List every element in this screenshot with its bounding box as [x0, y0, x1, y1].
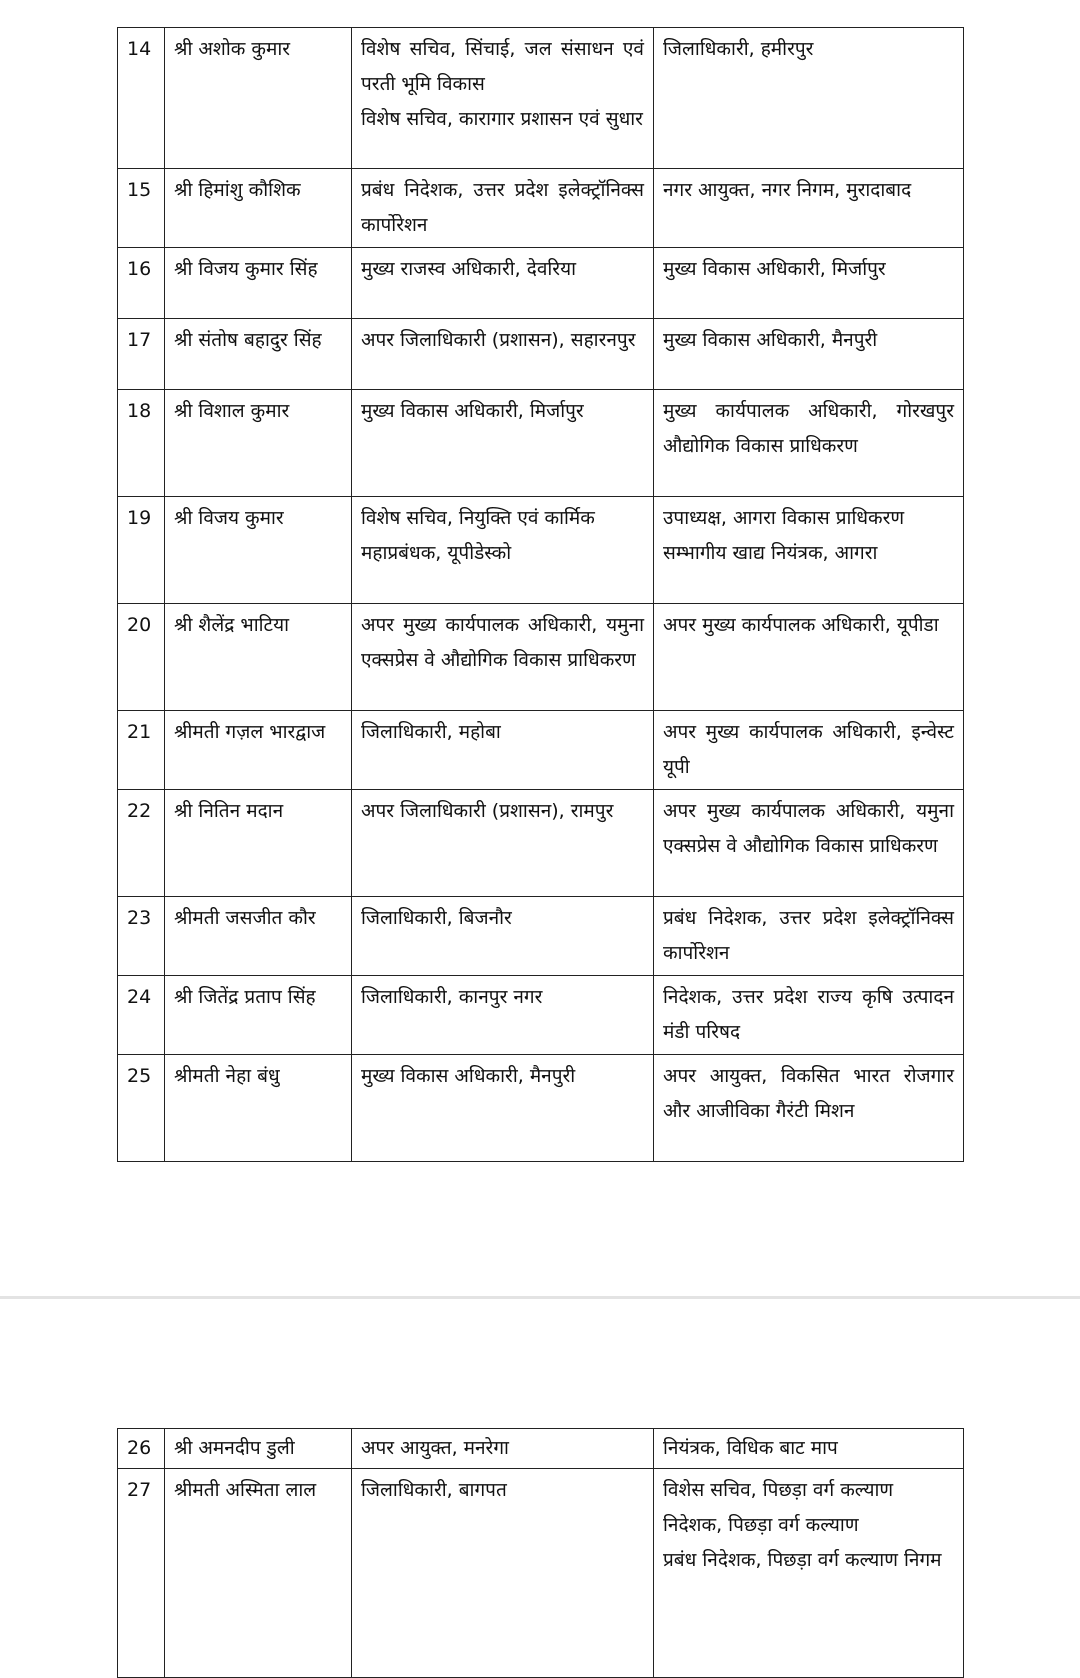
serial-number-cell: 24: [118, 976, 165, 1055]
serial-number-cell: 25: [118, 1055, 165, 1162]
new-post-cell: अपर मुख्य कार्यपालक अधिकारी, यूपीडा: [654, 604, 964, 711]
new-post-cell: नगर आयुक्त, नगर निगम, मुरादाबाद: [654, 169, 964, 248]
table-row: [118, 711, 964, 790]
current-post-cell: प्रबंध निदेशक, उत्तर प्रदेश इलेक्ट्रॉनिक्स कार्पोरेशन: [352, 169, 654, 248]
serial-number-cell: 20: [118, 604, 165, 711]
serial-number-cell: 16: [118, 248, 165, 319]
serial-number-cell: 19: [118, 497, 165, 604]
new-post-cell: अपर मुख्य कार्यपालक अधिकारी, यमुना एक्सप्रेस वे औद्योगिक विकास प्राधिकरण: [654, 790, 964, 897]
new-post-cell: अपर मुख्य कार्यपालक अधिकारी, इन्वेस्ट यूपी: [654, 711, 964, 790]
table-row: [118, 604, 964, 711]
officer-name-cell: श्री अमनदीप डुली: [165, 1429, 352, 1469]
officer-name-cell: श्री अशोक कुमार: [165, 28, 352, 169]
new-post-cell: नियंत्रक, विधिक बाट माप: [654, 1429, 964, 1469]
current-post-cell: मुख्य विकास अधिकारी, मिर्जापुर: [352, 390, 654, 497]
new-post-cell: मुख्य विकास अधिकारी, मिर्जापुर: [654, 248, 964, 319]
document-page-2: [0, 1298, 1080, 1640]
serial-number-cell: 14: [118, 28, 165, 169]
current-post-cell: जिलाधिकारी, कानपुर नगर: [352, 976, 654, 1055]
current-post-cell: मुख्य राजस्व अधिकारी, देवरिया: [352, 248, 654, 319]
serial-number-cell: 18: [118, 390, 165, 497]
serial-number-cell: 15: [118, 169, 165, 248]
new-post-cell: उपाध्यक्ष, आगरा विकास प्राधिकरण सम्भागीय खाद्य नियंत्रक, आगरा: [654, 497, 964, 604]
serial-number-cell: 17: [118, 319, 165, 390]
table-row: [118, 1429, 964, 1469]
table-row: [118, 28, 964, 169]
officer-name-cell: श्रीमती जसजीत कौर: [165, 897, 352, 976]
new-post-cell: प्रबंध निदेशक, उत्तर प्रदेश इलेक्ट्रॉनिक्स कार्पोरेशन: [654, 897, 964, 976]
new-post-cell: अपर आयुक्त, विकसित भारत रोजगार और आजीविका गैरंटी मिशन: [654, 1055, 964, 1162]
serial-number-cell: 27: [118, 1469, 165, 1678]
new-post-cell: मुख्य कार्यपालक अधिकारी, गोरखपुर औद्योगिक विकास प्राधिकरण: [654, 390, 964, 497]
table-row: [118, 976, 964, 1055]
officer-name-cell: श्री हिमांशु कौशिक: [165, 169, 352, 248]
current-post-cell: जिलाधिकारी, बिजनौर: [352, 897, 654, 976]
officer-name-cell: श्रीमती नेहा बंधु: [165, 1055, 352, 1162]
table-row: [118, 897, 964, 976]
officer-name-cell: श्री शैलेंद्र भाटिया: [165, 604, 352, 711]
current-post-cell: मुख्य विकास अधिकारी, मैनपुरी: [352, 1055, 654, 1162]
table-row: [118, 248, 964, 319]
current-post-cell: अपर जिलाधिकारी (प्रशासन), रामपुर: [352, 790, 654, 897]
current-post-cell: जिलाधिकारी, बागपत: [352, 1469, 654, 1678]
table-row: [118, 790, 964, 897]
new-post-cell: जिलाधिकारी, हमीरपुर: [654, 28, 964, 169]
officer-name-cell: श्री जितेंद्र प्रताप सिंह: [165, 976, 352, 1055]
table-row: [118, 1469, 964, 1678]
serial-number-cell: 22: [118, 790, 165, 897]
transfer-table-page-1: [117, 27, 964, 1162]
serial-number-cell: 26: [118, 1429, 165, 1469]
officer-name-cell: श्री विजय कुमार सिंह: [165, 248, 352, 319]
officer-name-cell: श्रीमती अस्मिता लाल: [165, 1469, 352, 1678]
current-post-cell: विशेष सचिव, नियुक्ति एवं कार्मिक महाप्रबंधक, यूपीडेस्को: [352, 497, 654, 604]
officer-name-cell: श्री विशाल कुमार: [165, 390, 352, 497]
current-post-cell: अपर जिलाधिकारी (प्रशासन), सहारनपुर: [352, 319, 654, 390]
transfer-table-page-2: [117, 1428, 964, 1678]
officer-name-cell: श्री संतोष बहादुर सिंह: [165, 319, 352, 390]
new-post-cell: मुख्य विकास अधिकारी, मैनपुरी: [654, 319, 964, 390]
table-row: [118, 390, 964, 497]
new-post-cell: विशेस सचिव, पिछड़ा वर्ग कल्याण निदेशक, पिछड़ा वर्ग कल्याण प्रबंध निदेशक, पिछड़ा वर्ग कल्याण निगम: [654, 1469, 964, 1678]
current-post-cell: जिलाधिकारी, महोबा: [352, 711, 654, 790]
officer-name-cell: श्री नितिन मदान: [165, 790, 352, 897]
new-post-cell: निदेशक, उत्तर प्रदेश राज्य कृषि उत्पादन मंडी परिषद: [654, 976, 964, 1055]
current-post-cell: विशेष सचिव, सिंचाई, जल संसाधन एवं परती भूमि विकास विशेष सचिव, कारागार प्रशासन एवं सुधार: [352, 28, 654, 169]
table-row: [118, 1055, 964, 1162]
officer-name-cell: श्री विजय कुमार: [165, 497, 352, 604]
serial-number-cell: 21: [118, 711, 165, 790]
table-row: [118, 319, 964, 390]
table-row: [118, 169, 964, 248]
current-post-cell: अपर आयुक्त, मनरेगा: [352, 1429, 654, 1469]
serial-number-cell: 23: [118, 897, 165, 976]
current-post-cell: अपर मुख्य कार्यपालक अधिकारी, यमुना एक्सप्रेस वे औद्योगिक विकास प्राधिकरण: [352, 604, 654, 711]
table-row: [118, 497, 964, 604]
officer-name-cell: श्रीमती गज़ल भारद्वाज: [165, 711, 352, 790]
